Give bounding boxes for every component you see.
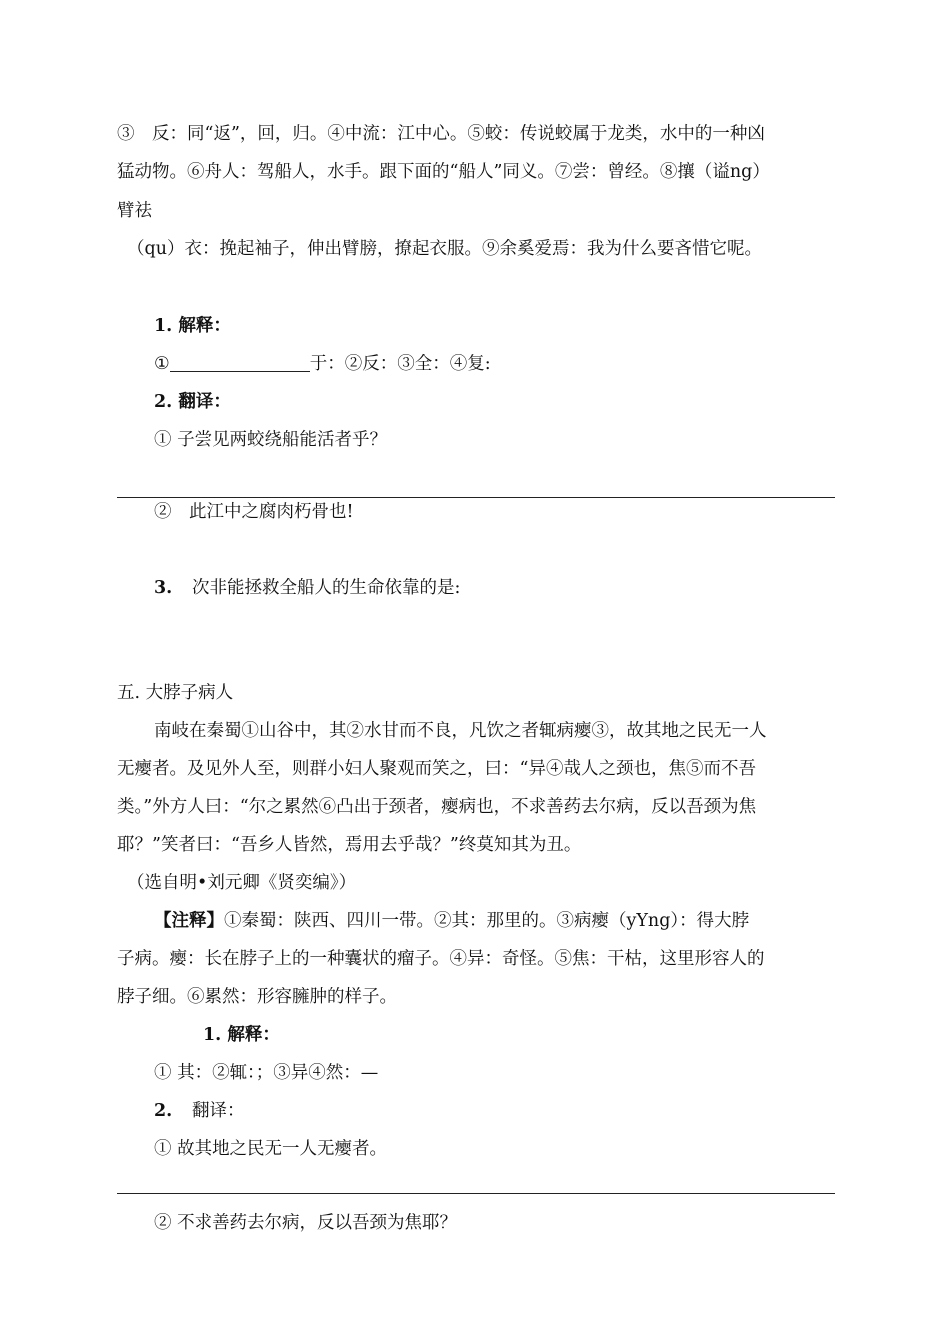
note-line: 猛动物。⑥舟人：驾船人，水手。跟下面的“船人”同义。⑦尝：曾经。⑧攘（谥ng）: [117, 162, 770, 182]
passage-line: 无瘿者。及见外人至，则群小妇人聚观而笑之，曰：“异④哉人之颈也，焦⑤而不吾: [117, 759, 756, 779]
note-line: 臂祛: [117, 201, 152, 221]
annotation-line: 子病。瘿：长在脖子上的一种囊状的瘤子。④异：奇怪。⑤焦：干枯，这里形容人的: [117, 949, 765, 969]
answer-line: [117, 497, 835, 498]
passage-line: 耶？”笑者曰：“吾乡人皆然，焉用去乎哉？”终莫知其为丑。: [117, 835, 582, 855]
answer-blank[interactable]: [170, 371, 310, 372]
section5-question-2-label: 翻译：: [192, 1101, 245, 1121]
note-line: （qu）衣：挽起袖子，伸出臂膀，撩起衣服。⑨余奚爱焉：我为什么要吝惜它呢。: [127, 239, 762, 259]
passage-source: （选自明•刘元卿《贤奕编》）: [127, 873, 357, 893]
annotation-text: ①秦蜀：陕西、四川一带。②其：那里的。③病瘿（yYng）：得大脖: [224, 911, 750, 931]
question-3-number: 3.: [154, 578, 173, 598]
section5-question-2-item-2: ② 不求善药去尔病，反以吾颈为焦耶？: [154, 1213, 458, 1233]
annotation-tag: 【注释】: [154, 911, 224, 931]
passage-line: 南岐在秦蜀①山谷中，其②水甘而不良，凡饮之者辄病瘿③，故其地之民无一人: [154, 721, 767, 741]
question-3-text: 次非能拯救全船人的生命依靠的是:: [192, 578, 461, 598]
answer-line: [117, 1193, 835, 1194]
section5-question-2-item-1: ① 故其地之民无一人无瘿者。: [154, 1139, 388, 1159]
question-1-items: [154, 352, 491, 376]
question-1-rest: 于：②反：③全：④复:: [309, 354, 491, 374]
passage-line: 类。”外方人曰：“尔之累然⑥凸出于颈者，瘿病也，不求善药去尔病，反以吾颈为焦: [117, 797, 757, 817]
section5-question-1-label: 1. 解释：: [203, 1025, 280, 1045]
question-2-item-1: ① 子尝见两蛟绕船能活者乎？: [154, 430, 388, 450]
question-2-label: 2. 翻译：: [154, 392, 231, 412]
section5-question-1-items: ① 其：②辄：；③异④然：—: [154, 1063, 379, 1083]
question-1-prefix: ①: [154, 354, 170, 374]
section5-question-2-number: 2.: [154, 1101, 173, 1121]
annotation-line: [154, 909, 749, 933]
question-2-item-2: ② 此江中之腐肉朽骨也!: [154, 502, 354, 522]
annotation-line: 脖子细。⑥累然：形容臃肿的样子。: [117, 987, 397, 1007]
note-line: ③ 反：同“返”，回，归。④中流：江中心。⑤蛟：传说蛟属于龙类，水中的一种凶: [117, 124, 765, 144]
question-1-label: 1. 解释：: [154, 316, 231, 336]
section-title: 五. 大脖子病人: [117, 683, 234, 703]
